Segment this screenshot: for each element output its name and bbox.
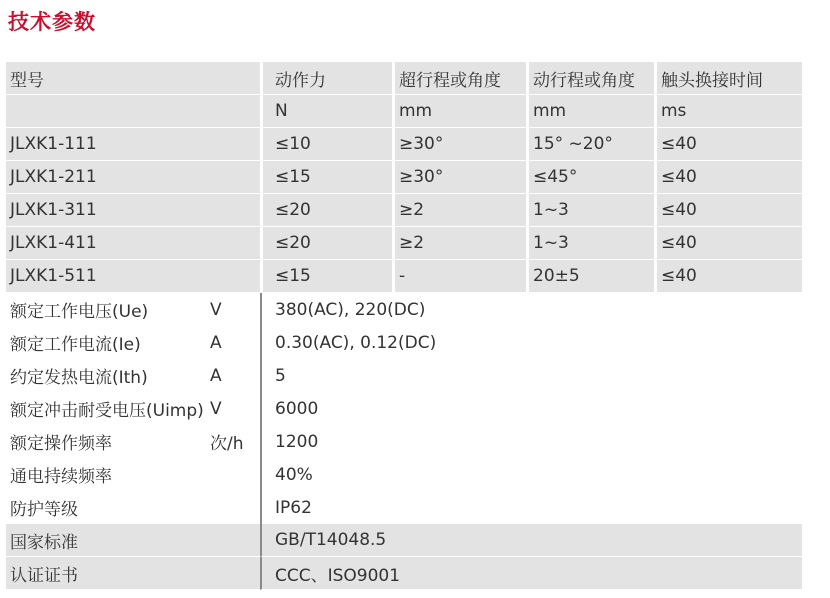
unit-overtravel: mm — [392, 95, 526, 128]
header-overtravel: 超行程或角度 — [392, 62, 526, 95]
spec-unit: 次/h — [206, 425, 260, 458]
spec-row — [6, 425, 802, 458]
unit-force: N — [260, 95, 392, 128]
spec-label: 通电持续频率 — [6, 458, 206, 491]
header-row — [6, 62, 802, 95]
unit-model — [6, 95, 260, 128]
spec-value: 40% — [260, 458, 802, 491]
spec-row — [6, 491, 802, 524]
travel-cell: 20±5 — [526, 260, 654, 293]
switch-time-cell: ≤40 — [654, 128, 802, 161]
header-model: 型号 — [6, 62, 260, 95]
spec-label: 额定冲击耐受电压(Uimp) — [6, 392, 206, 425]
spec-label: 约定发热电流(Ith) — [6, 359, 206, 392]
spec-row — [6, 326, 802, 359]
table-row — [6, 227, 802, 260]
force-cell: ≤15 — [260, 260, 392, 293]
model-cell: JLXK1-311 — [6, 194, 260, 227]
spec-row — [6, 524, 802, 557]
force-cell: ≤20 — [260, 227, 392, 260]
travel-cell: 1~3 — [526, 227, 654, 260]
spec-unit: V — [206, 392, 260, 425]
overtravel-cell: ≥2 — [392, 194, 526, 227]
spec-value: 0.30(AC), 0.12(DC) — [260, 326, 802, 359]
header-force: 动作力 — [260, 62, 392, 95]
spec-unit: V — [206, 293, 260, 326]
spec-unit — [206, 491, 260, 524]
travel-cell: 15° ~20° — [526, 128, 654, 161]
unit-travel: mm — [526, 95, 654, 128]
spec-row — [6, 557, 802, 590]
spec-unit: A — [206, 326, 260, 359]
switch-time-cell: ≤40 — [654, 161, 802, 194]
spec-label: 防护等级 — [6, 491, 206, 524]
table-row — [6, 260, 802, 293]
table-row — [6, 128, 802, 161]
unit-switch-time: ms — [654, 95, 802, 128]
page-title: 技术参数 — [8, 10, 96, 34]
switch-time-cell: ≤40 — [654, 194, 802, 227]
spec-label: 额定工作电压(Ue) — [6, 293, 206, 326]
overtravel-cell: ≥2 — [392, 227, 526, 260]
spec-value: GB/T14048.5 — [260, 524, 802, 557]
spec-value: CCC、ISO9001 — [260, 557, 802, 590]
travel-cell: 1~3 — [526, 194, 654, 227]
spec-unit — [206, 458, 260, 491]
table-row — [6, 194, 802, 227]
spec-unit — [206, 557, 260, 590]
spec-label: 额定工作电流(Ie) — [6, 326, 206, 359]
spec-value: 5 — [260, 359, 802, 392]
units-row — [6, 95, 802, 128]
spec-row — [6, 458, 802, 491]
force-cell: ≤15 — [260, 161, 392, 194]
spec-row — [6, 293, 802, 326]
spec-label: 额定操作频率 — [6, 425, 206, 458]
model-cell: JLXK1-211 — [6, 161, 260, 194]
model-cell: JLXK1-111 — [6, 128, 260, 161]
spec-label: 认证证书 — [6, 557, 206, 590]
spec-unit — [206, 524, 260, 557]
overtravel-cell: ≥30° — [392, 161, 526, 194]
header-travel: 动行程或角度 — [526, 62, 654, 95]
force-cell: ≤10 — [260, 128, 392, 161]
spec-label: 国家标准 — [6, 524, 206, 557]
travel-cell: ≤45° — [526, 161, 654, 194]
overtravel-cell: - — [392, 260, 526, 293]
spec-table — [6, 62, 802, 590]
spec-value: 1200 — [260, 425, 802, 458]
header-switch-time: 触头换接时间 — [654, 62, 802, 95]
table-row — [6, 161, 802, 194]
spec-row — [6, 392, 802, 425]
switch-time-cell: ≤40 — [654, 227, 802, 260]
spec-row — [6, 359, 802, 392]
spec-value: IP62 — [260, 491, 802, 524]
overtravel-cell: ≥30° — [392, 128, 526, 161]
spec-unit: A — [206, 359, 260, 392]
model-cell: JLXK1-511 — [6, 260, 260, 293]
model-cell: JLXK1-411 — [6, 227, 260, 260]
spec-value: 380(AC), 220(DC) — [260, 293, 802, 326]
spec-value: 6000 — [260, 392, 802, 425]
force-cell: ≤20 — [260, 194, 392, 227]
switch-time-cell: ≤40 — [654, 260, 802, 293]
